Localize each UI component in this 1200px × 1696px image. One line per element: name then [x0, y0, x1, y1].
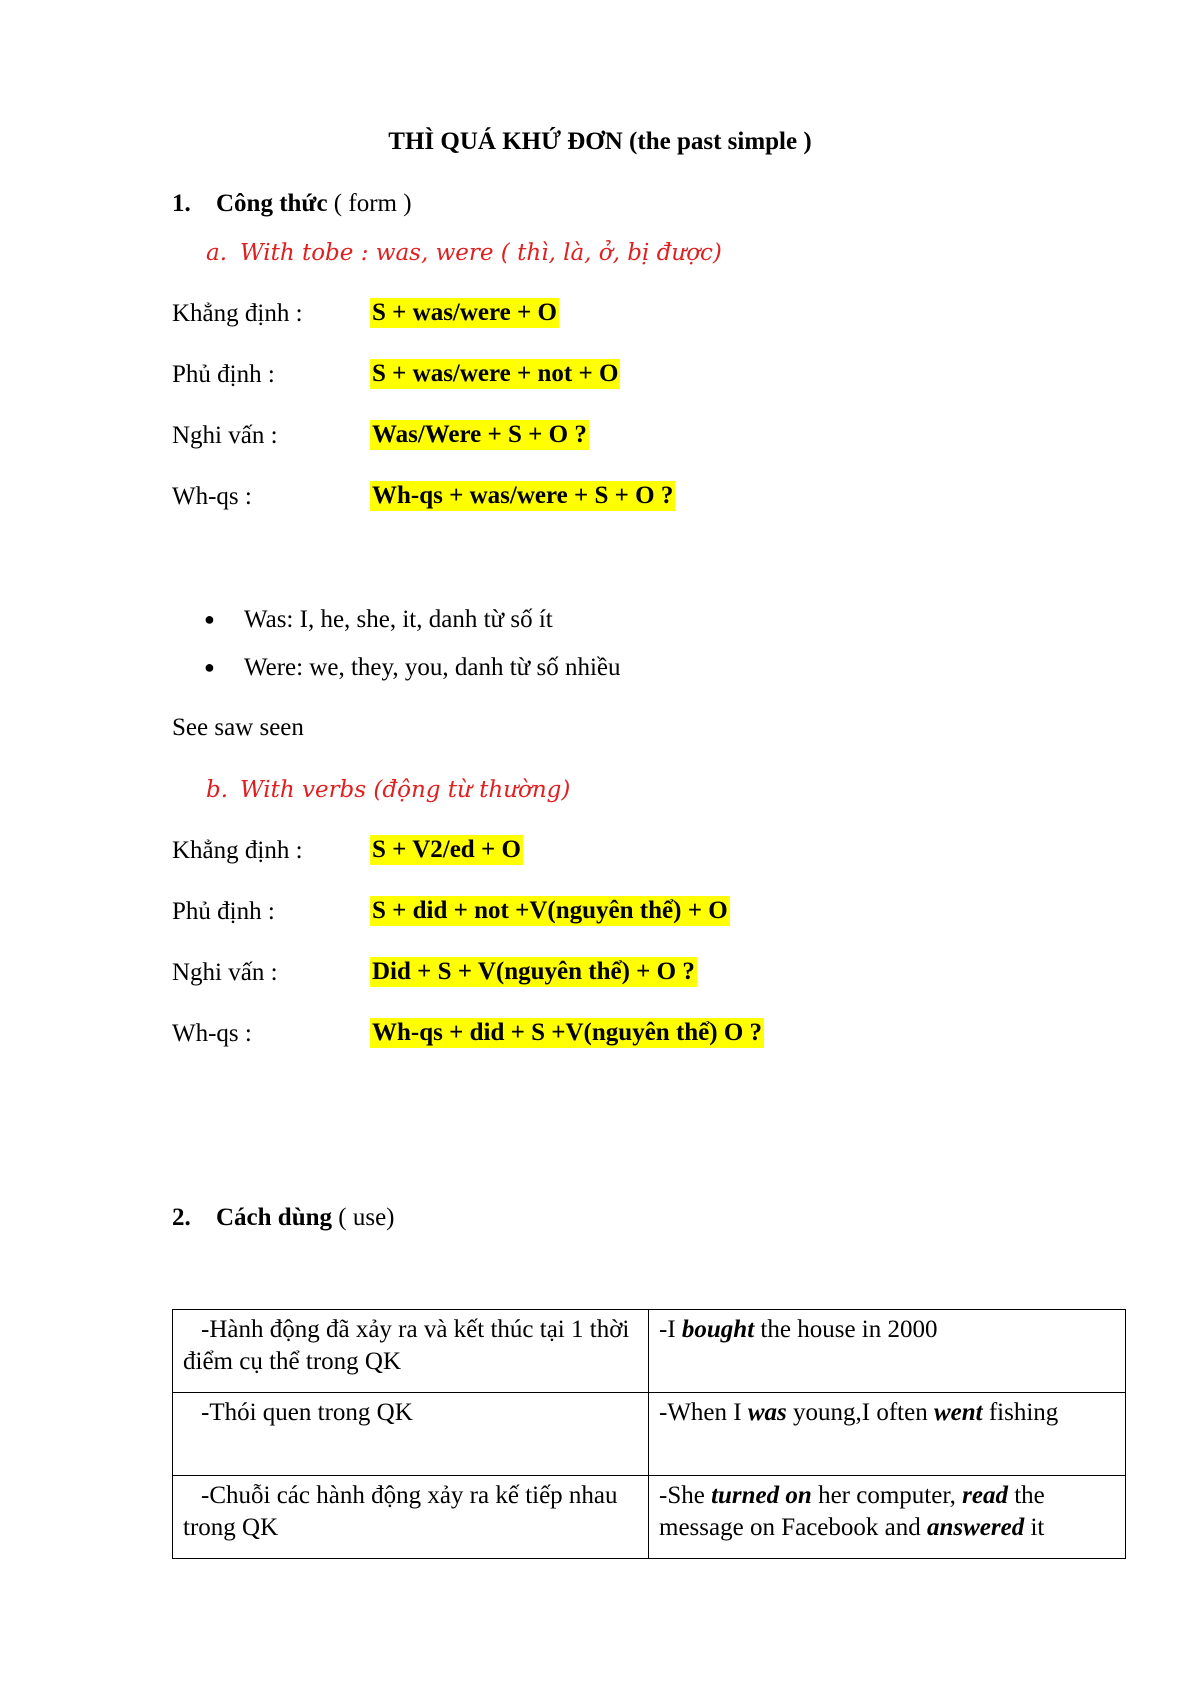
example-text: young,I often	[786, 1399, 934, 1426]
bullet-dot-icon: ●	[204, 609, 215, 629]
tobe-row-formula: Wh-qs + was/were + S + O ?	[372, 482, 674, 509]
table-row	[173, 1476, 1126, 1559]
example-text: -When I	[659, 1399, 748, 1426]
subsection-a-letter: a.	[206, 240, 228, 266]
example-cell	[649, 1476, 1126, 1559]
section-1-heading	[172, 190, 412, 218]
subsection-b-letter: b.	[206, 777, 229, 803]
document-title: THÌ QUÁ KHỨ ĐƠN (the past simple )	[388, 128, 812, 155]
verb-row-formula: S + did + not +V(nguyên thể) + O	[372, 897, 728, 924]
bullet-dot-icon: ●	[204, 657, 215, 677]
tobe-row-formula: S + was/were + not + O	[372, 360, 619, 387]
example-verb: bought	[681, 1316, 755, 1343]
example-cell	[649, 1393, 1126, 1476]
note-text: See saw seen	[172, 714, 304, 741]
tobe-row-label: Phủ định :	[172, 361, 275, 388]
section-2-heading	[172, 1204, 395, 1232]
table-row	[173, 1393, 1126, 1476]
example-text: -She	[659, 1482, 712, 1509]
example-verb: went	[933, 1399, 983, 1426]
use-text: -Hành động đã xảy ra và kết thúc tại 1 thời điểm cụ thể trong QK	[183, 1316, 630, 1375]
use-cell	[173, 1393, 649, 1476]
verb-row-label: Wh-qs :	[172, 1020, 252, 1047]
section-1-title-rest: ( form )	[327, 190, 412, 217]
bullet-item	[204, 654, 621, 682]
subsection-b-heading	[206, 777, 570, 803]
section-2-number: 2.	[172, 1204, 191, 1231]
subsection-b-text: With verbs (động từ thường)	[240, 777, 571, 803]
section-2-title-rest: ( use)	[332, 1204, 395, 1231]
example-text: the message on Facebook and	[659, 1482, 1045, 1541]
tobe-row-label: Nghi vấn :	[172, 422, 278, 449]
verb-row-label: Nghi vấn :	[172, 959, 278, 986]
example-text: fishing	[982, 1399, 1059, 1426]
example-verb: turned on	[711, 1482, 812, 1509]
tobe-row-label: Wh-qs :	[172, 483, 252, 510]
use-text: -Chuỗi các hành động xảy ra kế tiếp nhau trong QK	[183, 1482, 618, 1541]
section-2-title: Cách dùng	[216, 1204, 333, 1231]
example-text: her computer,	[811, 1482, 963, 1509]
verb-row-formula: Wh-qs + did + S +V(nguyên thể) O ?	[372, 1019, 763, 1046]
verb-row-formula: Did + S + V(nguyên thể) + O ?	[372, 958, 695, 985]
example-text: -I	[659, 1316, 682, 1343]
tobe-row-label: Khẳng định :	[172, 300, 303, 327]
bullet-text: Were: we, they, you, danh từ số nhiều	[244, 654, 621, 681]
section-1-number: 1.	[172, 190, 191, 217]
verb-row-formula: S + V2/ed + O	[372, 836, 521, 863]
tobe-row-formula: Was/Were + S + O ?	[372, 421, 587, 448]
verb-row-label: Phủ định :	[172, 898, 275, 925]
subsection-a-text: With tobe : was, were ( thì, là, ở, bị được)	[240, 240, 722, 266]
example-verb: answered	[926, 1514, 1025, 1541]
subsection-a-heading	[206, 240, 722, 266]
table-row	[173, 1310, 1126, 1393]
example-cell	[649, 1310, 1126, 1393]
use-cell	[173, 1476, 649, 1559]
tobe-row-formula: S + was/were + O	[372, 299, 557, 326]
example-verb: read	[962, 1482, 1008, 1509]
usage-table	[172, 1309, 1126, 1559]
example-text: it	[1024, 1514, 1045, 1541]
example-text: the house in 2000	[754, 1316, 938, 1343]
use-cell	[173, 1310, 649, 1393]
verb-row-label: Khẳng định :	[172, 837, 303, 864]
section-1-title: Công thức	[216, 190, 328, 217]
example-verb: was	[747, 1399, 787, 1426]
bullet-text: Was: I, he, she, it, danh từ số ít	[244, 606, 553, 633]
bullet-item	[204, 606, 553, 634]
use-text: -Thói quen trong QK	[201, 1399, 413, 1426]
